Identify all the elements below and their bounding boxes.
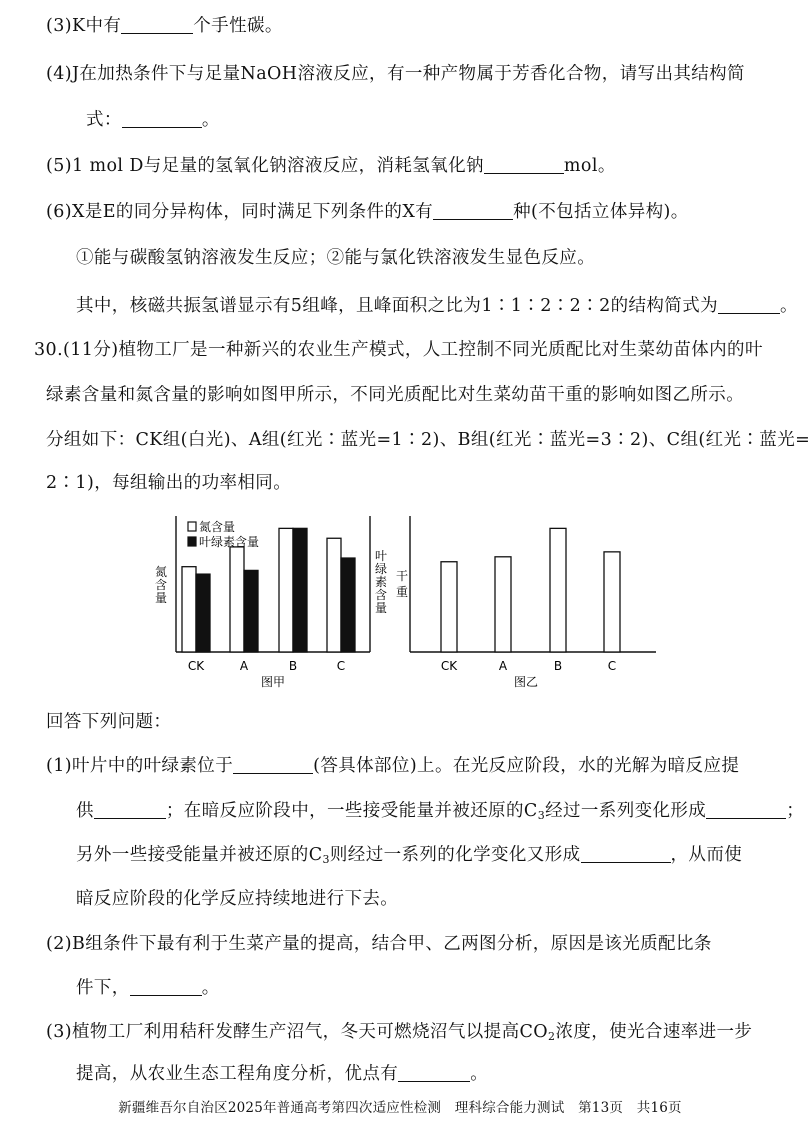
q30-sub2-line2: 件下， 。	[76, 978, 220, 998]
svg-text:量: 量	[374, 601, 388, 615]
x-tick-label: A	[498, 659, 508, 673]
answer-blank[interactable]	[121, 15, 193, 34]
page-footer: 新疆维吾尔自治区2025年普通高考第四次适应性检测 理科综合能力测试 第13页 共16页	[118, 1100, 682, 1116]
answer-blank[interactable]	[233, 755, 313, 774]
q30-sub2-line1: (2)B组条件下最有利于生菜产量的提高，结合甲、乙两图分析，原因是该光质配比条	[46, 934, 712, 954]
x-tick-label: C	[607, 659, 617, 673]
bar-chlorophyll-B	[293, 528, 307, 652]
q30-sub1-line3: 另外一些接受能量并被还原的$C_3$则经过一系列的化学变化又形成 ，从而使	[76, 845, 743, 866]
x-tick-label: CK	[440, 659, 458, 673]
q30-line1: 30.(11分)植物工厂是一种新兴的农业生产模式，人工控制不同光质配比对生菜幼苗体内的叶	[34, 340, 763, 360]
chart-title: 图乙	[513, 675, 539, 689]
chem-q5: (5)1 mol D与足量的氢氧化钠溶液反应，消耗氢氧化钠 mol。	[46, 156, 616, 176]
y-axis-label	[396, 569, 408, 599]
answer-blank[interactable]	[706, 800, 786, 819]
svg-text:叶: 叶	[374, 549, 388, 563]
answer-blank[interactable]	[718, 295, 780, 314]
bar-dry-weight-C	[604, 552, 620, 652]
chem-q6-conditions: ①能与碳酸氢钠溶液发生反应；②能与氯化铁溶液发生显色反应。	[76, 248, 596, 268]
chart-jia	[148, 510, 398, 700]
x-tick-label: CK	[187, 659, 205, 673]
svg-text:氮: 氮	[154, 565, 168, 579]
chem-q4-line2: 式： 。	[86, 110, 220, 130]
svg-text:干: 干	[395, 569, 409, 583]
legend-label: 叶绿素含量	[199, 535, 260, 549]
y-axis-label-right	[375, 549, 387, 615]
svg-text:含: 含	[154, 578, 168, 592]
x-tick-label: C	[336, 659, 346, 673]
bar-nitrogen-B	[279, 528, 293, 652]
svg-text:含: 含	[374, 588, 388, 602]
svg-text:量: 量	[154, 591, 168, 605]
q30-sub3-line2: 提高，从农业生态工程角度分析，优点有 。	[76, 1064, 489, 1084]
answer-blank[interactable]	[581, 844, 671, 863]
legend-swatch-nitrogen	[188, 522, 196, 531]
bar-nitrogen-A	[230, 547, 244, 652]
chem-q6-line3: 其中，核磁共振氢谱显示有5组峰，且峰面积之比为1∶1∶2∶2∶2的结构简式为 。	[76, 296, 798, 316]
answer-blank[interactable]	[433, 201, 513, 220]
q30-sub1-line1: (1)叶片中的叶绿素位于 (答具体部位)上。在光反应阶段，水的光解为暗反应提	[46, 756, 740, 776]
bar-dry-weight-CK	[441, 562, 457, 652]
x-tick-label: A	[239, 659, 249, 673]
chart-yi	[395, 510, 668, 700]
svg-text:绿: 绿	[374, 562, 388, 576]
bar-chlorophyll-CK	[196, 574, 210, 652]
bar-nitrogen-CK	[182, 567, 196, 652]
y-axis-label-left	[155, 565, 167, 605]
legend-swatch-chlorophyll	[188, 537, 196, 546]
q30-sub1-line2: 供 ；在暗反应阶段中，一些接受能量并被还原的$C_3$经过一系列变化形成 ；	[76, 801, 805, 822]
bar-dry-weight-A	[495, 557, 511, 652]
legend-label: 氮含量	[199, 520, 236, 534]
chart-title: 图甲	[260, 675, 286, 689]
answer-blank[interactable]	[398, 1063, 470, 1082]
q30-line4: 2∶1)，每组输出的功率相同。	[46, 473, 292, 493]
answer-blank[interactable]	[484, 155, 564, 174]
svg-text:重: 重	[395, 585, 409, 599]
bar-nitrogen-C	[327, 538, 341, 652]
q30-line3: 分组如下：CK组(白光)、A组(红光∶蓝光=1∶2)、B组(红光∶蓝光=3∶2)、C组(红光∶蓝光=	[46, 430, 810, 450]
bar-dry-weight-B	[550, 528, 566, 652]
x-tick-label: B	[553, 659, 563, 673]
svg-text:素: 素	[374, 575, 388, 589]
bar-chlorophyll-A	[244, 570, 258, 652]
answer-blank[interactable]	[94, 800, 166, 819]
bar-chlorophyll-C	[341, 558, 355, 652]
q30-sub3-line1: (3)植物工厂利用秸秆发酵生产沼气，冬天可燃烧沼气以提高$CO_2$浓度，使光合速率进一步	[46, 1022, 753, 1043]
q30-sub1-line4: 暗反应阶段的化学反应持续地进行下去。	[76, 889, 399, 909]
x-tick-label: B	[288, 659, 298, 673]
answer-blank[interactable]	[130, 977, 202, 996]
q30-prompt: 回答下列问题：	[46, 712, 172, 732]
q30-line2: 绿素含量和氮含量的影响如图甲所示，不同光质配比对生菜幼苗干重的影响如图乙所示。	[46, 385, 745, 405]
answer-blank[interactable]	[122, 109, 202, 128]
chem-q3: (3)K中有 个手性碳。	[46, 16, 283, 36]
chem-q4-line1: (4)J在加热条件下与足量NaOH溶液反应，有一种产物属于芳香化合物，请写出其结构简	[46, 64, 745, 84]
chem-q6-line1: (6)X是E的同分异构体，同时满足下列条件的X有 种(不包括立体异构)。	[46, 202, 689, 222]
